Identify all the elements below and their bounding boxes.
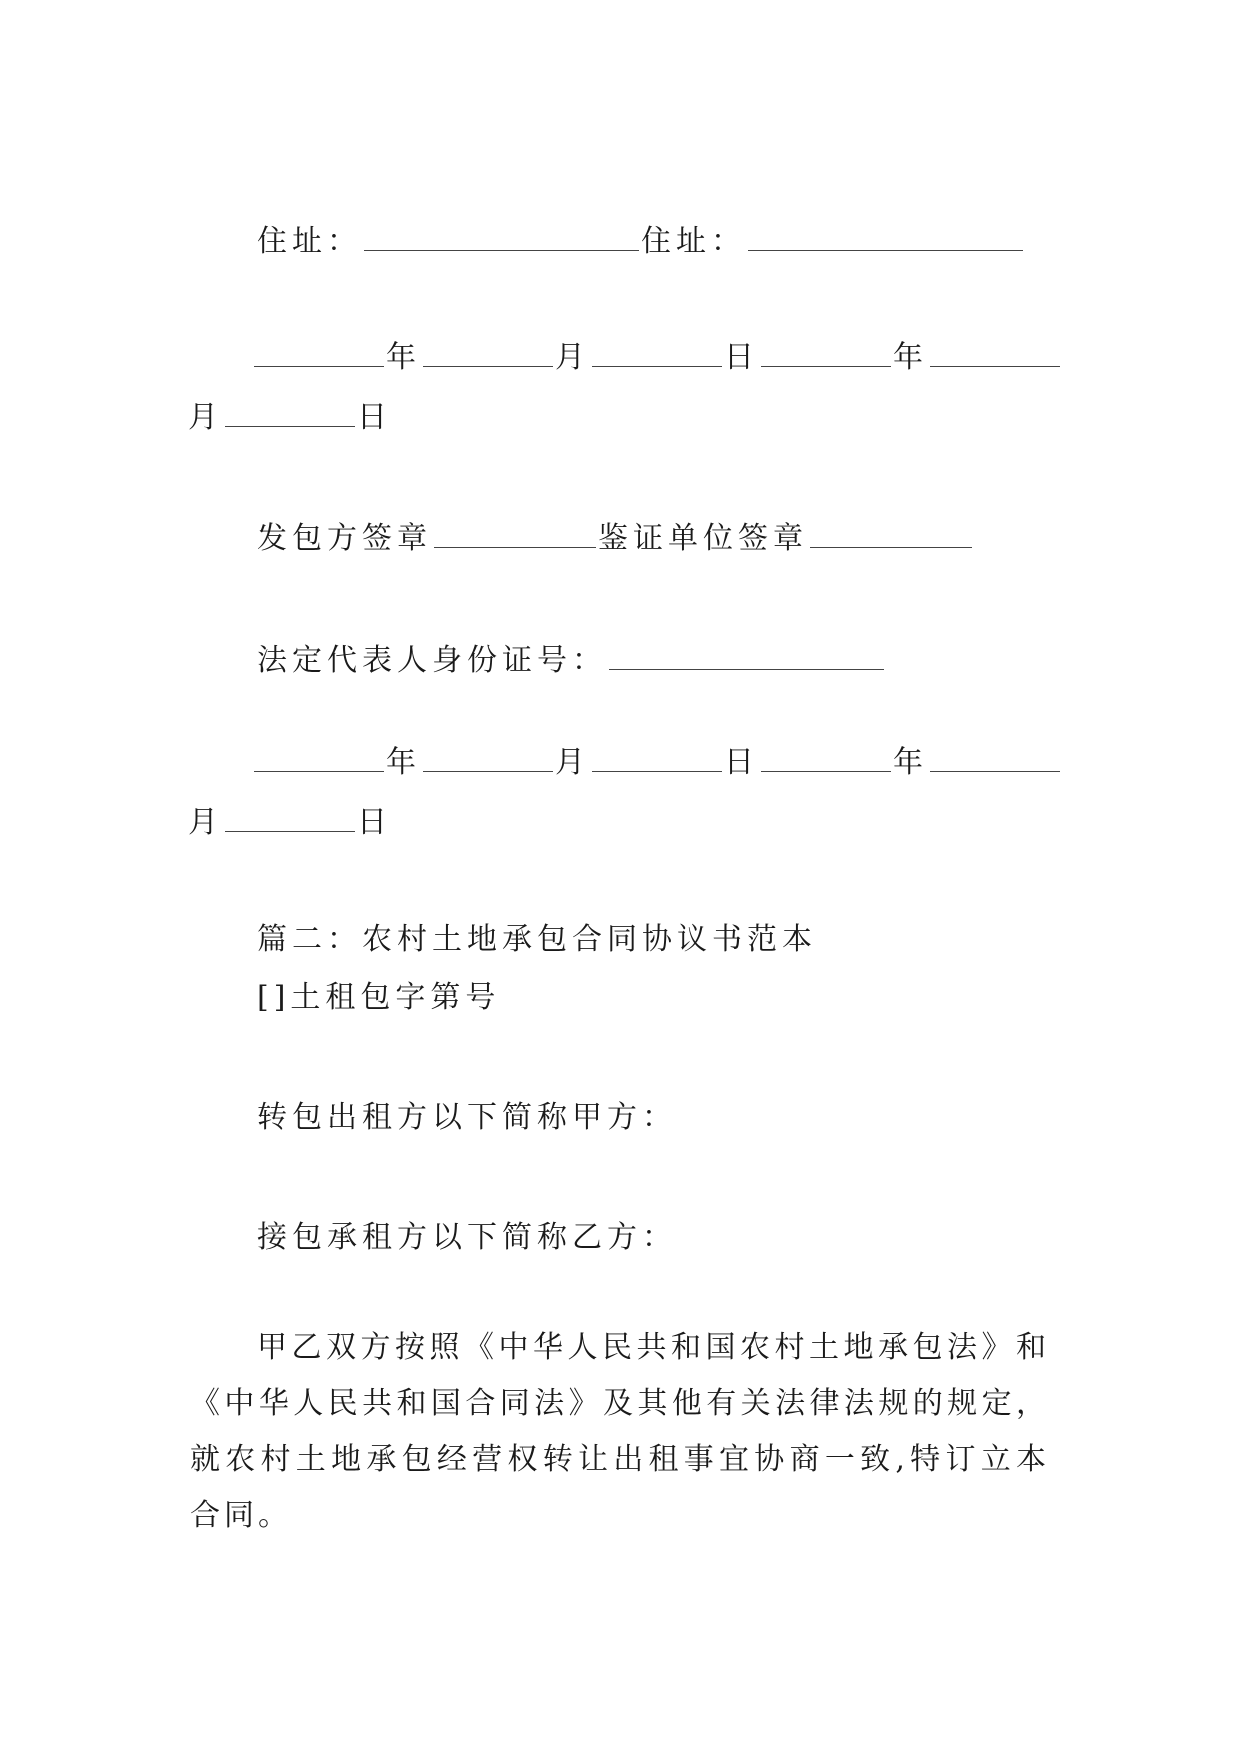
id-number-label: 法定代表人身份证号： xyxy=(257,643,607,678)
preamble-paragraph: 甲乙双方按照《中华人民共和国农村土地承包法》和《中华人民共和国合同法》及其他有关法律法规的规定，就农村土地承包经营权转让出租事宜协商一致,特订立本合同。 xyxy=(190,1330,1050,1533)
date-blank xyxy=(225,400,355,427)
date-blank xyxy=(423,745,553,772)
date-blank xyxy=(930,340,1060,367)
date-year-label: 年 xyxy=(386,340,421,375)
date-row-2-continued xyxy=(188,803,392,843)
date-blank xyxy=(254,745,384,772)
address-label-a: 住址： xyxy=(257,224,362,259)
date-row-1 xyxy=(252,338,1062,378)
section-title: 篇二：农村土地承包合同协议书范本 xyxy=(257,922,817,957)
date-month-label: 月 xyxy=(188,400,223,435)
date-day-label: 日 xyxy=(357,805,392,840)
seal-row xyxy=(257,519,974,559)
date-day-label: 日 xyxy=(357,400,392,435)
date-year-label: 年 xyxy=(893,745,928,780)
date-blank xyxy=(423,340,553,367)
date-blank xyxy=(592,340,722,367)
date-day-label: 日 xyxy=(724,340,759,375)
document-number: []土租包字第号 xyxy=(257,980,501,1015)
verifier-seal-blank xyxy=(810,521,972,548)
date-month-label: 月 xyxy=(555,340,590,375)
date-day-label: 日 xyxy=(724,745,759,780)
id-number-blank xyxy=(609,643,884,670)
address-label-b: 住址： xyxy=(641,224,746,259)
address-blank-a xyxy=(364,224,639,251)
date-row-2 xyxy=(252,743,1062,783)
id-number-row xyxy=(257,641,886,681)
date-blank xyxy=(225,805,355,832)
date-row-1-continued xyxy=(188,398,392,438)
date-blank xyxy=(254,340,384,367)
date-blank xyxy=(592,745,722,772)
address-row xyxy=(257,222,1025,262)
date-year-label: 年 xyxy=(893,340,928,375)
address-blank-b xyxy=(748,224,1023,251)
date-month-label: 月 xyxy=(188,805,223,840)
issuer-seal-blank xyxy=(434,521,596,548)
date-blank xyxy=(761,745,891,772)
verifier-seal-label: 鉴证单位签章 xyxy=(598,521,808,556)
issuer-seal-label: 发包方签章 xyxy=(257,521,432,556)
date-year-label: 年 xyxy=(386,745,421,780)
date-month-label: 月 xyxy=(555,745,590,780)
party-a-line: 转包出租方以下简称甲方： xyxy=(257,1100,677,1135)
party-b-line: 接包承租方以下简称乙方： xyxy=(257,1220,677,1255)
date-blank xyxy=(930,745,1060,772)
date-blank xyxy=(761,340,891,367)
